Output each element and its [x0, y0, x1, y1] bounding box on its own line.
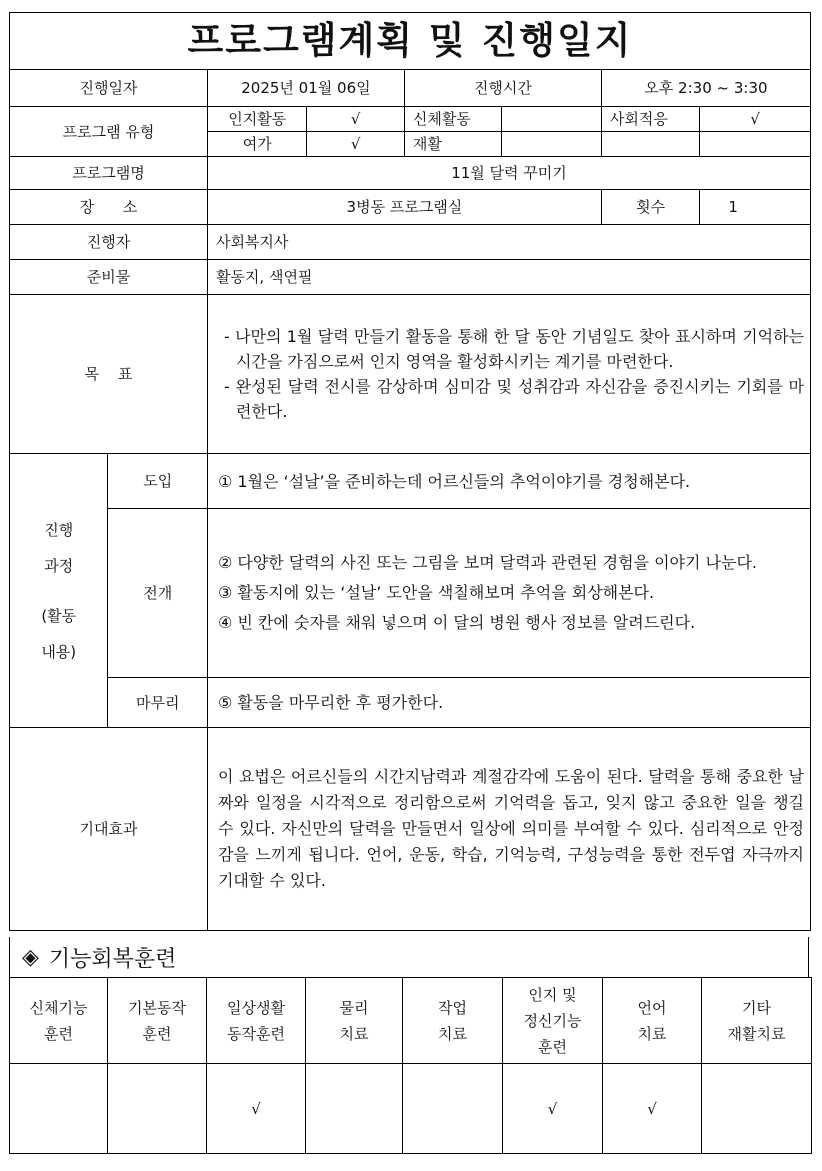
rehab-check-cell: √ [207, 1064, 306, 1154]
process-label [10, 454, 108, 728]
materials-label: 준비물 [10, 260, 208, 295]
rehab-header: 언어 치료 [603, 978, 702, 1064]
type-cognitive: 인지활동 [207, 107, 306, 132]
stage-line: ⑤ 활동을 마무리한 후 평가한다. [217, 693, 444, 712]
date-value: 2025년 01월 06일 [207, 70, 404, 107]
process-label-line: 진행 [44, 520, 74, 539]
stage-line: ③ 활동지에 있는 ‘설날’ 도안을 색칠해보며 추억을 회상해본다. [217, 583, 655, 602]
type-empty-cell [601, 132, 699, 157]
process-label-line: 내용) [41, 642, 77, 661]
rehab-check-cell: √ [603, 1064, 702, 1154]
time-value: 오후 2:30 ~ 3:30 [601, 70, 810, 107]
rehab-section-title: 기능회복훈련 [48, 946, 177, 972]
diamond-icon: ◈ [22, 944, 39, 970]
process-label-line: 과정 [44, 556, 74, 575]
goal-item: - 완성된 달력 전시를 감상하며 심미감 및 성취감과 자신감을 증진시키는 기회를 마련한다. [223, 377, 804, 421]
stage-closing-label: 마무리 [108, 678, 207, 728]
stage-intro-label: 도입 [108, 454, 207, 509]
rehab-header: 신체기능 훈련 [10, 978, 108, 1064]
rehab-check-cell [10, 1064, 108, 1154]
type-cognitive-check: √ [307, 107, 404, 132]
expected-effect-content: 이 요법은 어르신들의 시간지남력과 계절감각에 도움이 된다. 달력을 통해 중요한 날짜와 일정을 시각적으로 정리함으로써 기억력을 돕고, 잊지 않고 중요한 일을 챙길 수 있다. 자신만의 달력을 만들면서 일상에 의미를 부여할 수 있다. 심리적으로 안정감을 느끼게 됩니다. 언어, 운동, 학습, 기억능력, 구성능력을 통한 전두엽 자극까지 기대할 수 있다. [207, 728, 810, 931]
rehab-check-cell [403, 1064, 503, 1154]
rehab-check-cell [702, 1064, 812, 1154]
rehab-header: 일상생활 동작훈련 [207, 978, 306, 1064]
stage-line: ① 1월은 ‘설날’을 준비하는데 어르신들의 추억이야기를 경청해본다. [217, 471, 691, 491]
expected-effect-label: 기대효과 [10, 728, 208, 931]
stage-intro-content [207, 454, 810, 509]
stage-develop-label: 전개 [108, 509, 207, 678]
stage-develop-content [207, 509, 810, 678]
rehab-header: 기본동작 훈련 [108, 978, 207, 1064]
type-leisure: 여가 [207, 132, 306, 157]
rehab-header: 인지 및 정신기능 훈련 [503, 978, 603, 1064]
goal-content [207, 295, 810, 454]
stage-line: ④ 빈 칸에 숫자를 채워 넣으며 이 달의 병원 행사 정보를 알려드린다. [217, 613, 696, 632]
program-name-label: 프로그램명 [10, 157, 208, 190]
type-empty-cell [700, 132, 811, 157]
goal-label: 목 표 [10, 295, 208, 454]
rehab-check-cell: √ [503, 1064, 603, 1154]
type-rehab-check [502, 132, 601, 157]
rehab-check-cell [108, 1064, 207, 1154]
process-label-line: (활동 [41, 606, 77, 625]
type-social-check: √ [700, 107, 811, 132]
place-label: 장 소 [10, 190, 208, 225]
count-label: 횟수 [601, 190, 699, 225]
goal-item: - 나만의 1월 달력 만들기 활동을 통해 한 달 동안 기념일도 찾아 표시하며 기억하는 시간을 가짐으로써 인지 영역을 활성화시키는 계기를 마련한다. [223, 327, 804, 371]
rehab-check-cell [306, 1064, 403, 1154]
program-name-value: 11월 달력 꾸미기 [207, 157, 810, 190]
rehab-header: 물리 치료 [306, 978, 403, 1064]
date-label: 진행일자 [10, 70, 208, 107]
program-type-label: 프로그램 유형 [10, 107, 208, 157]
rehab-section-header [9, 937, 809, 977]
rehab-header: 기타 재활치료 [702, 978, 812, 1064]
place-value: 3병동 프로그램실 [207, 190, 601, 225]
leader-label: 진행자 [10, 225, 208, 260]
page-title: 프로그램계획 및 진행일지 [10, 13, 811, 70]
type-rehab: 재활 [404, 132, 501, 157]
time-label: 진행시간 [404, 70, 601, 107]
type-social: 사회적응 [601, 107, 699, 132]
rehab-table [9, 977, 812, 1154]
program-plan-table [9, 12, 811, 931]
type-physical: 신체활동 [404, 107, 501, 132]
stage-closing-content [207, 678, 810, 728]
type-leisure-check: √ [307, 132, 404, 157]
leader-value: 사회복지사 [207, 225, 810, 260]
count-value: 1 [700, 190, 811, 225]
materials-value: 활동지, 색연필 [207, 260, 810, 295]
rehab-header: 작업 치료 [403, 978, 503, 1064]
stage-line: ② 다양한 달력의 사진 또는 그림을 보며 달력과 관련된 경험을 이야기 나눈다. [217, 553, 758, 572]
type-physical-check [502, 107, 601, 132]
